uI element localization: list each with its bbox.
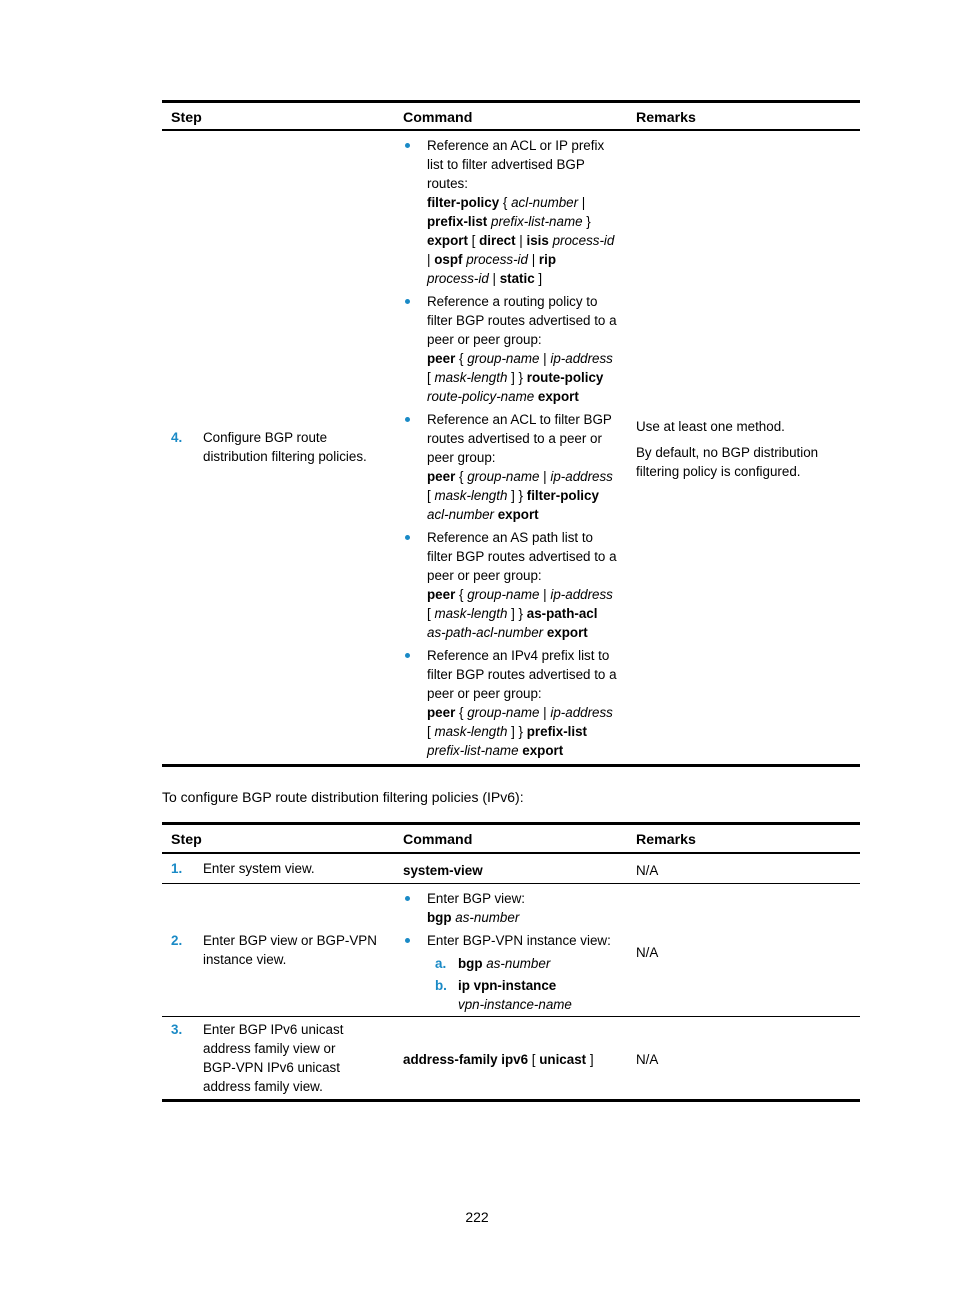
step-line: Enter BGP view or BGP-VPN [203, 933, 377, 948]
header-step: Step [171, 110, 202, 126]
remarks-text [636, 417, 818, 481]
command-argument: group-name [467, 705, 540, 720]
command-argument: process-id [427, 271, 489, 286]
command-punctuation: | [527, 252, 539, 267]
step-line: distribution filtering policies. [203, 449, 367, 464]
command-line [403, 1050, 594, 1069]
command-keyword: peer [427, 469, 456, 484]
table-bottom-rule [162, 1099, 860, 1102]
command-keyword: export [497, 507, 539, 522]
sub-step-label: b. [435, 978, 447, 993]
command-argument: process-id [466, 252, 528, 267]
command-keyword: peer [427, 705, 456, 720]
step-number: 2. [171, 933, 183, 948]
command-argument: vpn-instance-name [458, 997, 572, 1012]
bullet-icon [405, 938, 410, 943]
command-punctuation: ] } [507, 488, 527, 503]
table-top-rule [162, 822, 860, 825]
bullet-desc: list to filter advertised BGP [427, 157, 585, 172]
command-punctuation: [ [467, 233, 480, 248]
command-punctuation: } [582, 214, 591, 229]
bullet-desc: Reference an AS path list to [427, 530, 593, 545]
bullet-desc: Reference an ACL or IP prefix [427, 138, 605, 153]
command-argument: acl-number [427, 507, 494, 522]
bullet-icon [405, 417, 410, 422]
remarks-line: filtering policy is configured. [636, 464, 801, 479]
command-punctuation: | [515, 233, 527, 248]
command-line [458, 954, 550, 973]
header-step: Step [171, 832, 202, 848]
step-line: BGP-VPN IPv6 unicast [203, 1060, 340, 1075]
step-number: 4. [171, 430, 183, 445]
step-line: Configure BGP route [203, 430, 328, 445]
command-line [427, 722, 617, 741]
bullet-desc: Reference an IPv4 prefix list to [427, 648, 610, 663]
bullet-desc: filter BGP routes advertised to a [427, 667, 617, 682]
command-line [427, 467, 613, 486]
bgp-filter-table [162, 100, 860, 768]
header-remarks: Remarks [636, 110, 696, 126]
ipv6-config-table [162, 822, 860, 1104]
command-line [427, 623, 617, 642]
step-text [203, 428, 367, 466]
bullet-item [427, 292, 617, 406]
bullet-item [427, 646, 617, 760]
command-keyword: export [522, 743, 564, 758]
command-line [458, 995, 572, 1014]
bullet-desc: peer or peer group: [427, 686, 542, 701]
command-argument: ip-address [550, 469, 613, 484]
command-punctuation: { [499, 195, 512, 210]
bullet-desc: Reference an ACL to filter BGP [427, 412, 612, 427]
command-punctuation: | [539, 705, 551, 720]
command-punctuation: { [455, 587, 468, 602]
command-punctuation: { [455, 469, 468, 484]
step-number: 1. [171, 861, 183, 876]
command-keyword: static [499, 271, 535, 286]
command-keyword: address-family ipv6 [403, 1052, 529, 1067]
bullet-desc: filter BGP routes advertised to a [427, 313, 617, 328]
command-line [427, 212, 614, 231]
command-argument: group-name [467, 469, 540, 484]
command-argument: mask-length [434, 488, 508, 503]
command-keyword: export [546, 625, 588, 640]
command-punctuation: | [427, 252, 435, 267]
step-text: Enter system view. [203, 861, 315, 876]
command-line [458, 976, 572, 995]
bullet-desc: routes advertised to a peer or [427, 431, 602, 446]
command-keyword: isis [526, 233, 549, 248]
bullet-item [427, 889, 525, 927]
remarks-text: N/A [636, 863, 659, 878]
command-line [427, 250, 614, 269]
bullet-icon [405, 653, 410, 658]
command-keyword: prefix-list [526, 724, 588, 739]
command-keyword: filter-policy [427, 195, 500, 210]
table-top-rule [162, 100, 860, 103]
command-punctuation: { [455, 351, 468, 366]
step-text [203, 931, 377, 969]
step-line: instance view. [203, 952, 287, 967]
command-argument: acl-number [511, 195, 579, 210]
command-line [427, 604, 617, 623]
command-keyword: unicast [539, 1052, 587, 1067]
remarks-text: N/A [636, 945, 659, 960]
command-line [427, 585, 617, 604]
command-argument: process-id [552, 233, 615, 248]
command-line [458, 976, 572, 1014]
bullet-desc: peer group: [427, 450, 496, 465]
command-keyword: rip [538, 252, 557, 267]
command-punctuation: ] } [507, 724, 527, 739]
bullet-icon [405, 896, 410, 901]
bullet-desc: Enter BGP view: [427, 891, 525, 906]
table-bottom-rule [162, 764, 860, 767]
command-argument: as-number [486, 956, 551, 971]
command-argument: group-name [467, 587, 540, 602]
command-line [427, 486, 613, 505]
command-keyword: ip vpn-instance [458, 978, 557, 993]
step-line: address family view or [203, 1041, 336, 1056]
command-punctuation: ] [534, 271, 543, 286]
command-argument: mask-length [434, 370, 508, 385]
command-argument: ip-address [550, 351, 613, 366]
command-argument: route-policy-name [427, 389, 535, 404]
command-punctuation: [ [427, 724, 435, 739]
command-keyword: export [537, 389, 579, 404]
command-keyword: system-view [403, 863, 483, 878]
command-line [427, 908, 525, 927]
command-punctuation: ] } [507, 370, 527, 385]
bullet-item [427, 410, 613, 524]
command-line [427, 387, 617, 406]
bullet-icon [405, 535, 410, 540]
command-punctuation: | [539, 351, 551, 366]
step-text [203, 1020, 343, 1096]
bullet-desc: Reference a routing policy to [427, 294, 598, 309]
step-number: 3. [171, 1022, 183, 1037]
command-line [427, 703, 617, 722]
command-punctuation: [ [528, 1052, 540, 1067]
page-number: 222 [465, 1209, 489, 1225]
bullet-desc: peer or peer group: [427, 568, 542, 583]
command-argument: as-number [455, 910, 520, 925]
command-punctuation: { [455, 705, 468, 720]
command-keyword: ospf [434, 252, 463, 267]
command-argument: as-path-acl-number [427, 625, 544, 640]
header-remarks: Remarks [636, 832, 696, 848]
bullet-desc: routes: [427, 176, 468, 191]
command-line [427, 505, 613, 524]
header-command: Command [403, 832, 473, 848]
sub-step-label: a. [435, 956, 447, 971]
command-keyword: filter-policy [526, 488, 599, 503]
row-divider [162, 1016, 860, 1017]
bullet-item [427, 136, 614, 288]
command-argument: prefix-list-name [427, 743, 519, 758]
command-punctuation: [ [427, 370, 435, 385]
header-command: Command [403, 110, 473, 126]
command-line [427, 193, 614, 212]
command-keyword: direct [479, 233, 516, 248]
bullet-desc: peer or peer group: [427, 332, 542, 347]
command-punctuation: | [488, 271, 500, 286]
header-rule [162, 852, 860, 854]
command-keyword: route-policy [526, 370, 604, 385]
command-line [427, 269, 614, 288]
command-keyword: export [427, 233, 468, 248]
command-punctuation: | [578, 195, 586, 210]
command-line [403, 861, 483, 880]
bullet-icon [405, 299, 410, 304]
row-divider [162, 883, 860, 884]
command-line [427, 231, 614, 250]
remarks-line: Use at least one method. [636, 419, 785, 434]
command-line [427, 741, 617, 760]
command-line [427, 349, 617, 368]
command-keyword: peer [427, 587, 456, 602]
command-keyword: bgp [427, 910, 452, 925]
step-line: Enter BGP IPv6 unicast [203, 1022, 344, 1037]
command-punctuation: [ [427, 488, 435, 503]
bullet-item [427, 931, 611, 950]
remarks-line: By default, no BGP distribution [636, 445, 819, 460]
command-argument: mask-length [434, 606, 508, 621]
command-punctuation: [ [427, 606, 435, 621]
intro-paragraph: To configure BGP route distribution filtering policies (IPv6): [162, 789, 524, 805]
bullet-icon [405, 143, 410, 148]
command-argument: ip-address [550, 705, 613, 720]
command-keyword: peer [427, 351, 456, 366]
header-rule [162, 129, 860, 131]
command-punctuation: | [539, 469, 551, 484]
remarks-text: N/A [636, 1052, 659, 1067]
command-argument: prefix-list-name [491, 214, 583, 229]
command-line [427, 368, 617, 387]
command-keyword: bgp [458, 956, 483, 971]
command-keyword: as-path-acl [526, 606, 598, 621]
bullet-desc: Enter BGP-VPN instance view: [427, 933, 611, 948]
command-punctuation: ] [586, 1052, 594, 1067]
bullet-item [427, 528, 617, 642]
step-line: address family view. [203, 1079, 323, 1094]
command-punctuation: | [539, 587, 551, 602]
command-argument: group-name [467, 351, 540, 366]
command-keyword: prefix-list [427, 214, 488, 229]
command-punctuation: ] } [507, 606, 527, 621]
command-argument: mask-length [434, 724, 508, 739]
bullet-desc: filter BGP routes advertised to a [427, 549, 617, 564]
command-argument: ip-address [550, 587, 613, 602]
